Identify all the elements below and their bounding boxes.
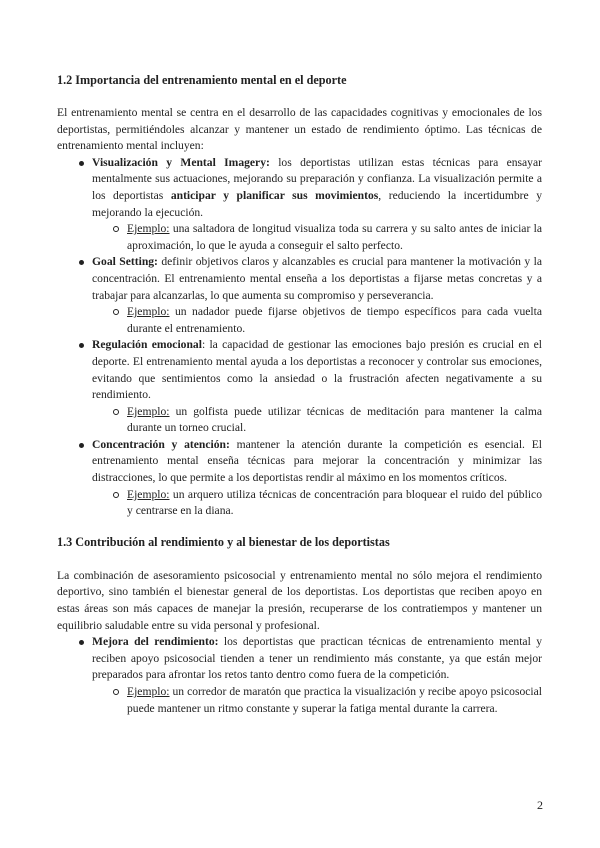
item-term: Concentración y atención:	[92, 437, 230, 451]
example-item	[127, 404, 542, 437]
example-text: un nadador puede fijarse objetivos de tiempo específicos para cada vuelta durante el entrenamiento.	[127, 305, 542, 335]
example-label: Ejemplo:	[127, 222, 170, 236]
example-text: un arquero utiliza técnicas de concentración para bloquear el ruido del público y centrarse en la diana.	[127, 487, 542, 518]
item-term: Visualización y Mental Imagery:	[92, 155, 270, 169]
item-text: , reduciendo la incertidumbre y mejorando la ejecución.	[92, 188, 542, 219]
example-item	[127, 487, 542, 520]
example-label: Ejemplo:	[127, 404, 170, 418]
section-1-3-intro: La combinación de asesoramiento psicosocial y entrenamiento mental no sólo mejora el rendimiento deportivo, sino también el bienestar general de los deportistas. Los deportistas que reciben apoyo en estas áreas son más capaces de manejar la presión, recuperarse de los contratiempos y mantener un equilibrio saludable entre su vida personal y profesional.	[57, 568, 542, 632]
page-number: 2	[537, 798, 543, 812]
example-item	[127, 684, 542, 717]
item-term: Mejora del rendimiento:	[92, 635, 219, 649]
example-item	[127, 304, 542, 337]
example-list	[92, 684, 542, 717]
section-heading-1-3: 1.3 Contribución al rendimiento y al bienestar de los deportistas	[57, 534, 390, 549]
example-label: Ejemplo:	[127, 685, 170, 698]
example-list	[92, 221, 542, 254]
item-emphasis: anticipar y planificar sus movimientos	[170, 188, 379, 202]
example-list	[92, 487, 542, 520]
benefit-list	[57, 634, 542, 717]
item-text: los deportistas utilizan estas técnicas para ensayar mentalmente sus actuaciones, mejorando su preparación y confianza. La visualización permite a los deportistas	[92, 155, 542, 202]
technique-list	[57, 155, 542, 520]
example-text: un corredor de maratón que practica la visualización y recibe apoyo psicosocial puede mantener un ritmo constante y superar la fatiga mental durante la carrera.	[127, 685, 542, 715]
example-label: Ejemplo:	[127, 305, 170, 319]
page-content	[57, 72, 542, 717]
item-term: Regulación emocional	[92, 338, 202, 352]
list-item	[92, 437, 542, 520]
list-item	[92, 337, 542, 437]
list-item	[92, 155, 542, 255]
example-text: un golfista puede utilizar técnicas de meditación para mantener la calma durante un torneo crucial.	[127, 404, 542, 435]
item-term: Goal Setting:	[92, 255, 158, 269]
item-text: los deportistas que practican técnicas de entrenamiento mental y reciben apoyo psicosocial tienden a tener un rendimiento más constante, ya que están mejor preparados para afrontar los retos tanto dentro como fuera de la competición.	[92, 635, 542, 682]
item-text: definir objetivos claros y alcanzables es crucial para mantener la motivación y la concentración. El entrenamiento mental enseña a los deportistas a fijarse metas concretas y a trabajar para alcanzarlas, lo que aumenta su compromiso y perseverancia.	[92, 255, 542, 302]
example-item	[127, 221, 542, 254]
item-text: : la capacidad de gestionar las emociones bajo presión es crucial en el deporte. El entrenamiento mental ayuda a los deportistas a reconocer y controlar sus emociones, evitando que sentimientos como la ansiedad o la frustración afecten negativamente a su rendimiento.	[92, 338, 542, 402]
section-1-2-intro: El entrenamiento mental se centra en el desarrollo de las capacidades cognitivas y emocionales de los deportistas, permitiéndoles alcanzar y mantener un estado de rendimiento óptimo. Las técnicas de entrenamiento mental incluyen:	[57, 106, 542, 153]
list-item	[92, 254, 542, 337]
example-label: Ejemplo:	[127, 487, 170, 501]
example-text: una saltadora de longitud visualiza toda su carrera y su salto antes de iniciar la aproximación, lo que le ayuda a conseguir el salto perfecto.	[127, 222, 542, 252]
item-text: mantener la atención durante la competición es esencial. El entrenamiento mental enseña técnicas para mejorar la concentración y minimizar las distracciones, lo que permite a los deportistas rendir al máximo en los momentos críticos.	[92, 437, 542, 485]
section-heading-1-2: 1.2 Importancia del entrenamiento mental en el deporte	[57, 73, 347, 87]
list-item	[92, 634, 542, 717]
example-list	[92, 404, 542, 437]
example-list	[92, 304, 542, 337]
